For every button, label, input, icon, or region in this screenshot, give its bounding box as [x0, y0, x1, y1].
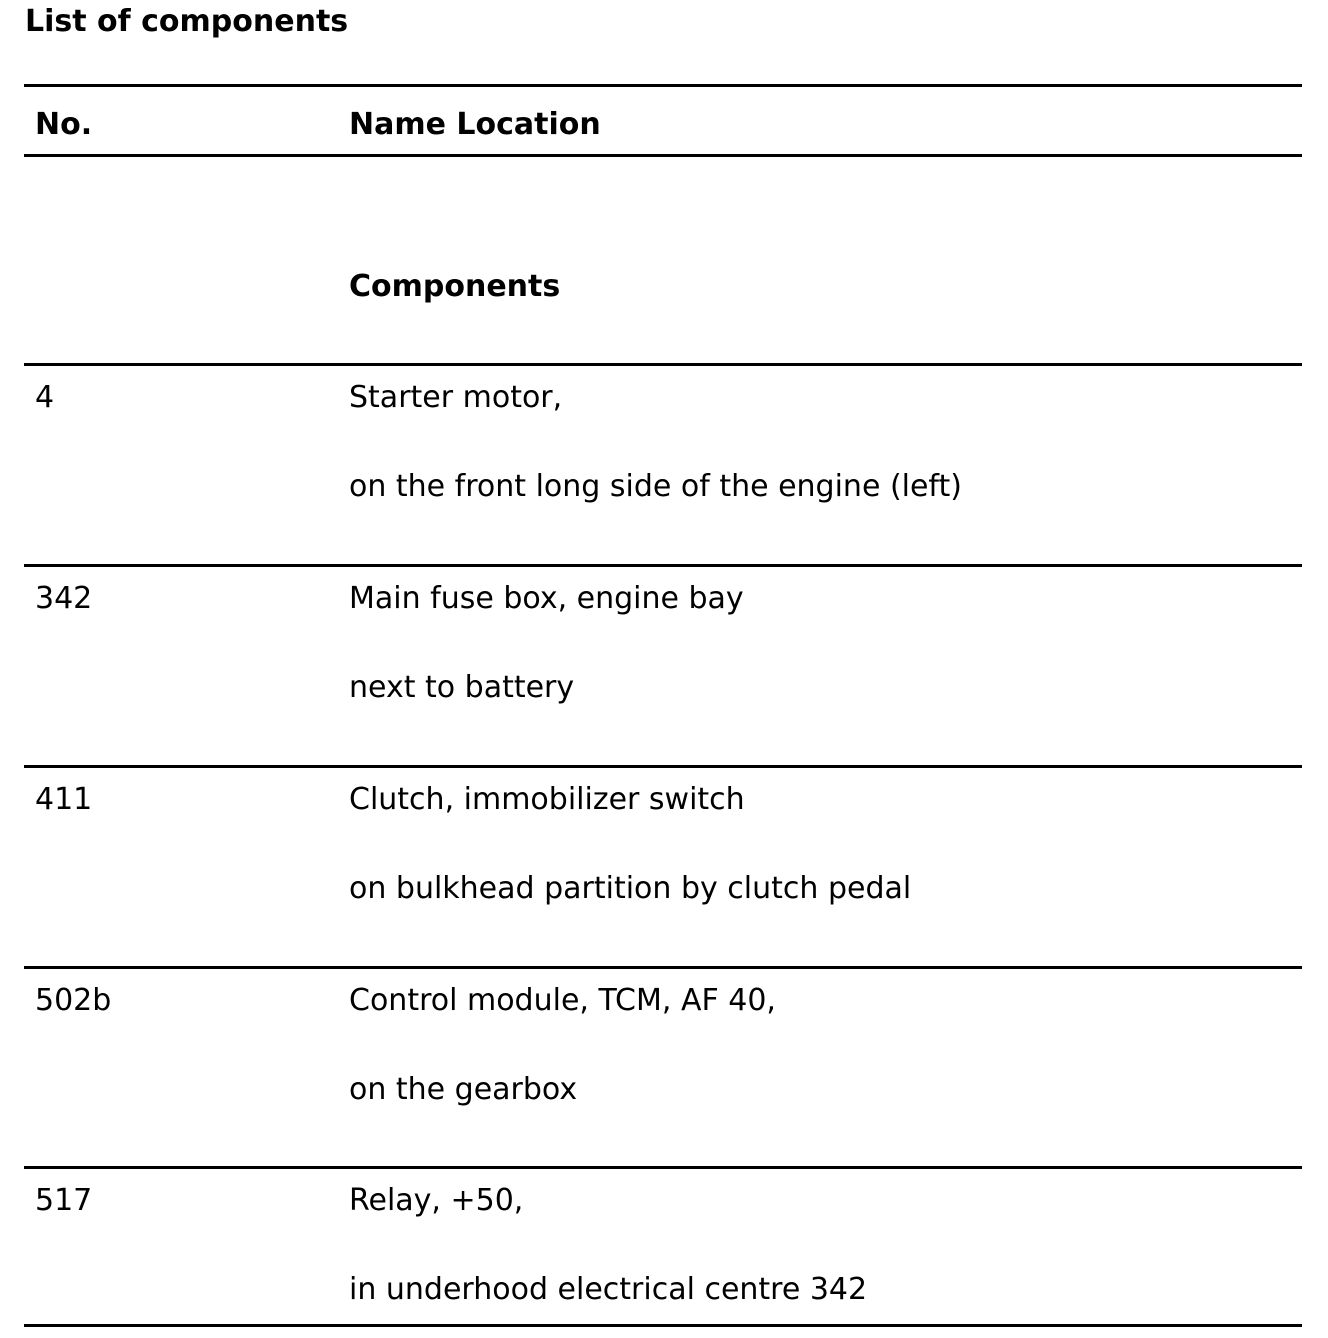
component-name: Clutch, immobilizer switch	[349, 782, 745, 817]
component-number: 517	[35, 1183, 93, 1218]
component-name: Main fuse box, engine bay	[349, 581, 744, 616]
section-heading: Components	[349, 269, 561, 304]
component-number: 502b	[35, 983, 112, 1018]
row-rule	[24, 1166, 1302, 1169]
component-number: 411	[35, 782, 93, 817]
table-top-rule	[24, 84, 1302, 87]
column-header-no: No.	[35, 107, 93, 142]
table-bottom-rule	[24, 1324, 1302, 1327]
header-bottom-rule	[24, 154, 1302, 157]
component-location: next to battery	[349, 670, 575, 705]
component-location: on bulkhead partition by clutch pedal	[349, 871, 912, 906]
component-location: on the front long side of the engine (left)	[349, 469, 962, 504]
component-number: 342	[35, 581, 93, 616]
component-name: Relay, +50,	[349, 1183, 524, 1218]
row-rule	[24, 966, 1302, 969]
component-name: Control module, TCM, AF 40,	[349, 983, 776, 1018]
component-location: on the gearbox	[349, 1072, 578, 1107]
component-location: in underhood electrical centre 342	[349, 1272, 868, 1307]
row-rule	[24, 564, 1302, 567]
row-rule	[24, 363, 1302, 366]
document-title: List of components	[25, 4, 349, 39]
column-header-name-location: Name Location	[349, 107, 601, 142]
component-name: Starter motor,	[349, 380, 563, 415]
row-rule	[24, 765, 1302, 768]
component-number: 4	[35, 380, 55, 415]
